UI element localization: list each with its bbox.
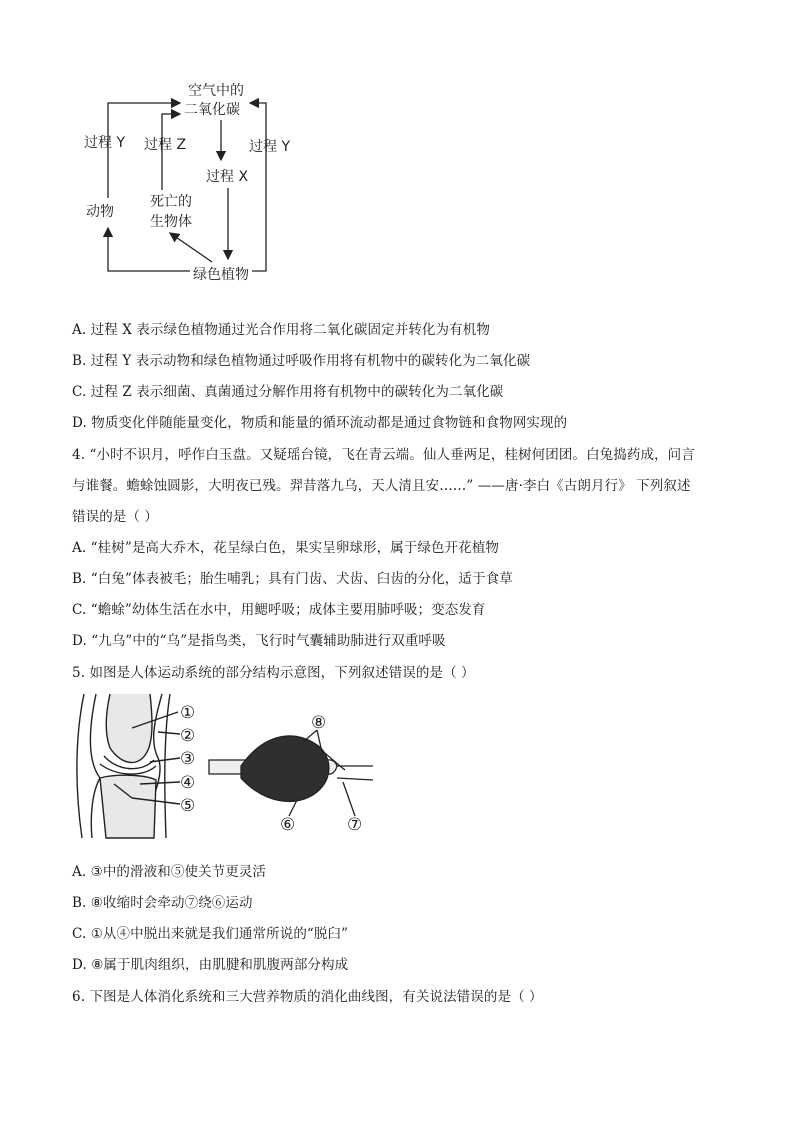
label-4: ④ [180,773,196,793]
label-process-z: 过程 Z [144,137,187,153]
q5-option-c: C. ①从④中脱出来就是我们通常所说的“脱臼” [72,926,349,942]
q4-option-a: A. “桂树”是高大乔木，花呈绿白色，果实呈卵球形，属于绿色开花植物 [72,540,500,556]
q6-stem: 6. 下图是人体消化系统和三大营养物质的消化曲线图，有关说法错误的是（ ） [72,989,543,1005]
q3-option-c: C. 过程 Z 表示细菌、真菌通过分解作用将有机物中的碳转化为二氧化碳 [72,384,504,400]
label-process-y-right: 过程 Y [249,139,291,155]
label-2: ② [180,726,196,746]
node-air-co2-line1: 空气中的 [188,83,244,99]
label-7: ⑦ [347,815,363,835]
arrow-plants-to-air [250,103,266,271]
node-dead-line1: 死亡的 [150,194,192,210]
q4-option-d: D. “九乌”中的“乌”是指鸟类，飞行时气囊辅助肺进行双重呼吸 [72,633,446,649]
q4-stem-line3: 错误的是（ ） [72,509,158,525]
q5-option-b: B. ⑧收缩时会牵动⑦绕⑥运动 [72,895,253,911]
q4-stem-line2: 与谁餐。蟾蜍蚀圆影，大明夜已残。羿昔落九乌，天人清且安……” ——唐·李白《古朗月行》 下列叙述 [72,478,691,494]
q4-option-c: C. “蟾蜍”幼体生活在水中，用鳃呼吸；成体主要用肺呼吸；变态发育 [72,602,486,618]
node-air-co2-line2: 二氧化碳 [184,102,240,118]
q3-option-d: D. 物质变化伴随能量变化，物质和能量的循环流动都是通过食物链和食物网实现的 [72,415,568,431]
arrow-plants-to-animals [108,228,190,271]
node-dead-line2: 生物体 [150,214,192,230]
label-process-x: 过程 X [206,169,249,185]
label-6: ⑥ [280,815,296,835]
node-animals: 动物 [86,204,114,220]
q5-stem: 5. 如图是人体运动系统的部分结构示意图，下列叙述错误的是（ ） [72,665,475,681]
label-5: ⑤ [180,796,196,816]
label-process-y-left: 过程 Y [84,135,126,151]
label-8: ⑧ [311,713,327,733]
q5-option-a: A. ③中的滑液和⑤使关节更灵活 [72,864,267,880]
arrow-plants-to-dead [170,233,212,262]
node-green-plants: 绿色植物 [193,267,249,283]
label-3: ③ [180,749,196,769]
q3-option-b: B. 过程 Y 表示动物和绿色植物通过呼吸作用将有机物中的碳转化为二氧化碳 [72,353,531,369]
q5-option-d: D. ⑧属于肌肉组织，由肌腱和肌腹两部分构成 [72,957,349,973]
q4-option-b: B. “白兔”体表被毛；胎生哺乳；具有门齿、犬齿、臼齿的分化，适于食草 [72,571,513,587]
label-1: ① [180,703,196,723]
q3-option-a: A. 过程 X 表示绿色植物通过光合作用将二氧化碳固定并转化为有机物 [72,322,490,338]
q4-stem-line1: 4. “小时不识月，呼作白玉盘。又疑瑶台镜，飞在青云端。仙人垂两足，桂树何团团。白兔捣药成，问言 [72,447,695,463]
